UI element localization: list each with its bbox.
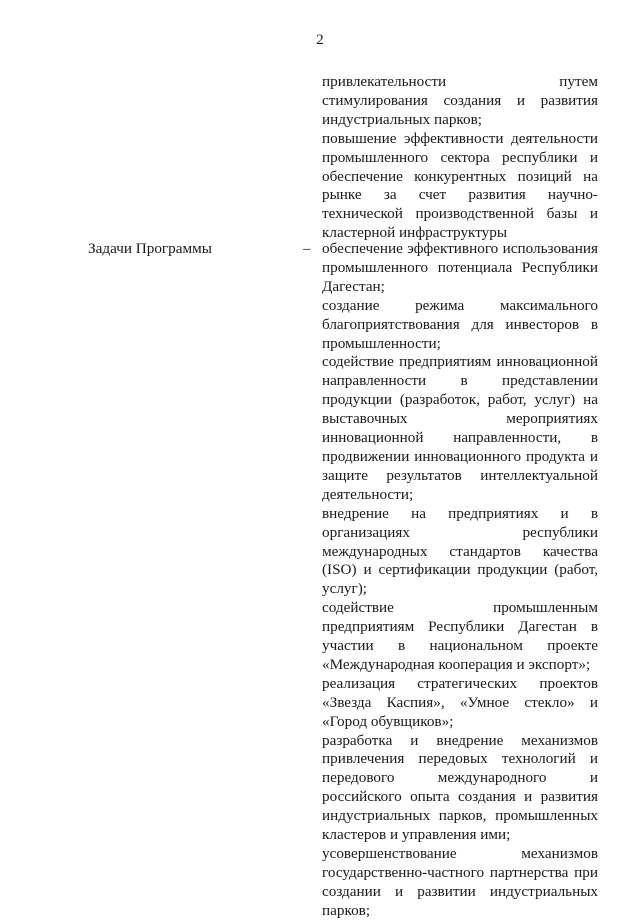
task-item: разработка и внедрение механизмов привлечения передовых технологий и передового международного и российского опыта создания и развития индустриальных парков, промышленных кластеров и управления ими;: [322, 731, 598, 844]
section-dash: –: [303, 240, 311, 257]
task-item: внедрение на предприятиях и в организациях республики международных стандартов качества (ISO) и сертификации продукции (работ, услуг);: [322, 504, 598, 598]
tasks-list: [322, 240, 598, 921]
paragraph: привлекательности путем стимулирования создания и развития индустриальных парков;: [322, 73, 598, 128]
section-label: Задачи Программы: [88, 240, 212, 257]
task-item: усовершенствование механизмов государственно-частного партнерства при создании и развитии индустриальных парков;: [322, 845, 598, 919]
task-item: содействие предприятиям инновационной направленности в представлении продукции (разработок, работ, услуг) на выставочных мероприятиях инновационной направленности, в продвижении инновационного продукта и защите результатов интеллектуальной деятельности;: [322, 353, 598, 503]
task-item: обеспечение эффективного использования промышленного потенциала Республики Дагестан;: [322, 240, 598, 295]
paragraph: повышение эффективности деятельности промышленного сектора республики и обеспечение конкурентных позиций на рынке за счет развития научно-технической производственной базы и кластерной инфраструктуры: [322, 129, 598, 242]
page-number: 2: [316, 32, 324, 48]
task-item: содействие промышленным предприятиям Республики Дагестан в участии в национальном проекте «Международная кооперация и экспорт»;: [322, 599, 598, 673]
continued-text-block: [322, 73, 598, 243]
task-item: реализация стратегических проектов «Звезда Каспия», «Умное стекло» и «Город обувщиков»;: [322, 674, 598, 730]
task-item: создание режима максимального благоприятствования для инвесторов в промышленности;: [322, 296, 598, 352]
